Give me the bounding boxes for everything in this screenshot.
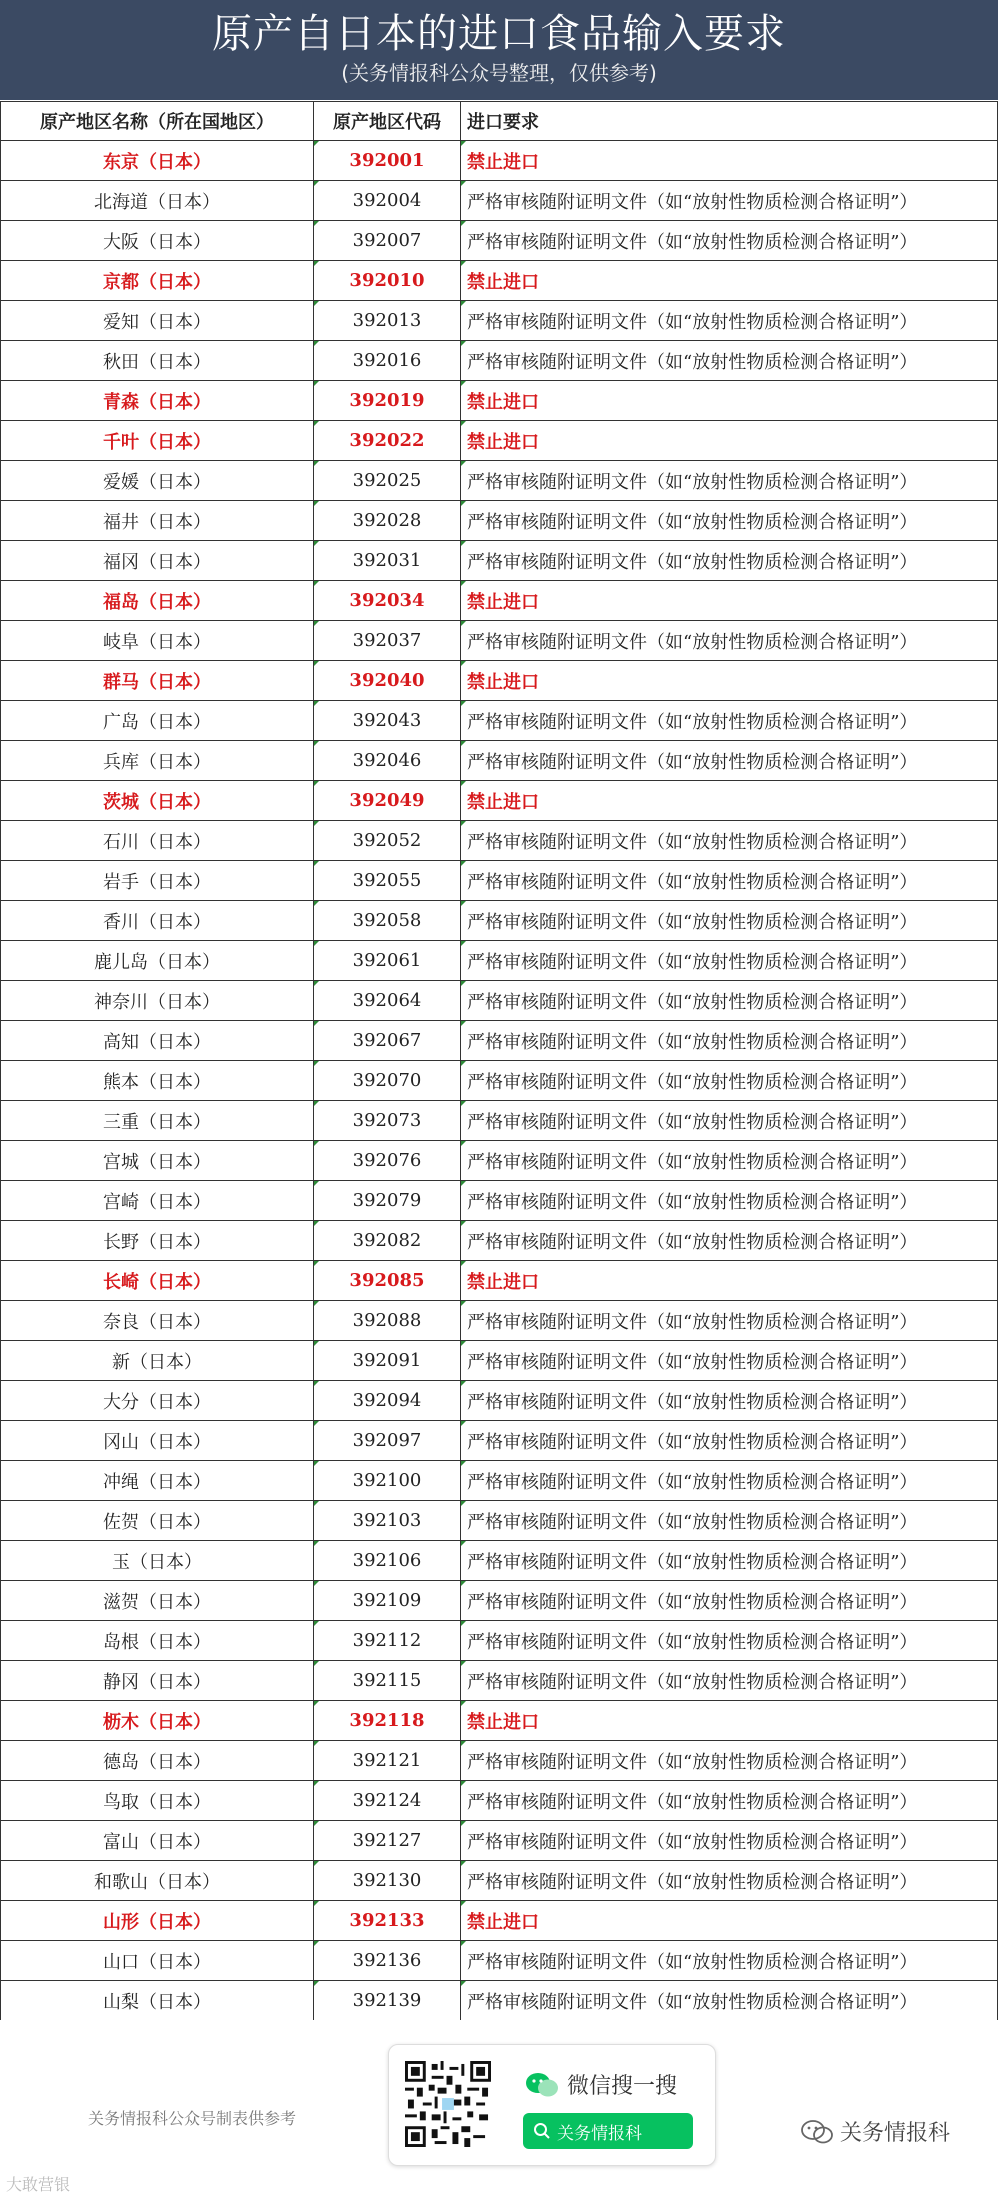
table-row bbox=[1, 1981, 997, 2021]
cell-requirement: 禁止进口 bbox=[461, 661, 997, 700]
table-row bbox=[1, 1501, 997, 1541]
cell-requirement: 严格审核随附证明文件（如“放射性物质检测合格证明”） bbox=[461, 621, 997, 660]
table-header-row bbox=[1, 101, 997, 141]
table-row bbox=[1, 461, 997, 501]
cell-requirement: 严格审核随附证明文件（如“放射性物质检测合格证明”） bbox=[461, 1941, 997, 1980]
cell-region: 广岛（日本） bbox=[1, 701, 314, 740]
cell-code: 392019 bbox=[314, 381, 461, 420]
cell-requirement: 禁止进口 bbox=[461, 781, 997, 820]
table-row bbox=[1, 1661, 997, 1701]
cell-code: 392052 bbox=[314, 821, 461, 860]
table-row bbox=[1, 941, 997, 981]
cell-code: 392001 bbox=[314, 141, 461, 180]
table-row bbox=[1, 381, 997, 421]
cell-requirement: 严格审核随附证明文件（如“放射性物质检测合格证明”） bbox=[461, 1341, 997, 1380]
cell-region: 秋田（日本） bbox=[1, 341, 314, 380]
cell-region: 岩手（日本） bbox=[1, 861, 314, 900]
cell-region: 东京（日本） bbox=[1, 141, 314, 180]
cell-region: 茨城（日本） bbox=[1, 781, 314, 820]
cell-region: 石川（日本） bbox=[1, 821, 314, 860]
wechat-official-account-icon bbox=[800, 2119, 834, 2145]
table-body bbox=[1, 141, 997, 2021]
cell-requirement: 禁止进口 bbox=[461, 1701, 997, 1740]
cell-code: 392121 bbox=[314, 1741, 461, 1780]
table-row bbox=[1, 1101, 997, 1141]
cell-requirement: 严格审核随附证明文件（如“放射性物质检测合格证明”） bbox=[461, 1621, 997, 1660]
cell-code: 392097 bbox=[314, 1421, 461, 1460]
cell-requirement: 严格审核随附证明文件（如“放射性物质检测合格证明”） bbox=[461, 181, 997, 220]
cell-code: 392124 bbox=[314, 1781, 461, 1820]
cell-requirement: 严格审核随附证明文件（如“放射性物质检测合格证明”） bbox=[461, 1461, 997, 1500]
search-icon bbox=[533, 2122, 551, 2140]
table-row bbox=[1, 701, 997, 741]
table-row bbox=[1, 501, 997, 541]
cell-region: 长野（日本） bbox=[1, 1221, 314, 1260]
page-title: 原产自日本的进口食品输入要求 bbox=[212, 11, 786, 57]
cell-region: 山梨（日本） bbox=[1, 1981, 314, 2020]
table-row bbox=[1, 341, 997, 381]
table-row bbox=[1, 301, 997, 341]
cell-requirement: 严格审核随附证明文件（如“放射性物质检测合格证明”） bbox=[461, 1781, 997, 1820]
cell-code: 392022 bbox=[314, 421, 461, 460]
table-row bbox=[1, 1701, 997, 1741]
column-header-code: 原产地区代码 bbox=[314, 102, 461, 140]
cell-requirement: 严格审核随附证明文件（如“放射性物质检测合格证明”） bbox=[461, 1021, 997, 1060]
cell-requirement: 严格审核随附证明文件（如“放射性物质检测合格证明”） bbox=[461, 821, 997, 860]
cell-region: 岛根（日本） bbox=[1, 1621, 314, 1660]
cell-code: 392109 bbox=[314, 1581, 461, 1620]
cell-requirement: 严格审核随附证明文件（如“放射性物质检测合格证明”） bbox=[461, 1221, 997, 1260]
cell-region: 玉（日本） bbox=[1, 1541, 314, 1580]
table-row bbox=[1, 181, 997, 221]
wechat-search-label: 微信搜一搜 bbox=[567, 2074, 678, 2099]
cell-requirement: 严格审核随附证明文件（如“放射性物质检测合格证明”） bbox=[461, 1821, 997, 1860]
footer bbox=[0, 2020, 998, 2198]
table-row bbox=[1, 1141, 997, 1181]
cell-region: 和歌山（日本） bbox=[1, 1861, 314, 1900]
cell-region: 香川（日本） bbox=[1, 901, 314, 940]
cell-requirement: 禁止进口 bbox=[461, 421, 997, 460]
cell-code: 392088 bbox=[314, 1301, 461, 1340]
cell-code: 392070 bbox=[314, 1061, 461, 1100]
cell-region: 大阪（日本） bbox=[1, 221, 314, 260]
table-row bbox=[1, 1621, 997, 1661]
cell-region: 山口（日本） bbox=[1, 1941, 314, 1980]
cell-requirement: 严格审核随附证明文件（如“放射性物质检测合格证明”） bbox=[461, 1541, 997, 1580]
table-row bbox=[1, 1181, 997, 1221]
table-row bbox=[1, 581, 997, 621]
cell-code: 392112 bbox=[314, 1621, 461, 1660]
cell-code: 392079 bbox=[314, 1181, 461, 1220]
footer-note: 关务情报科公众号制表供参考 bbox=[88, 2109, 297, 2128]
column-header-requirement: 进口要求 bbox=[467, 112, 539, 133]
cell-requirement: 严格审核随附证明文件（如“放射性物质检测合格证明”） bbox=[461, 1141, 997, 1180]
cell-requirement: 禁止进口 bbox=[461, 1261, 997, 1300]
cell-requirement: 严格审核随附证明文件（如“放射性物质检测合格证明”） bbox=[461, 1421, 997, 1460]
cell-requirement: 严格审核随附证明文件（如“放射性物质检测合格证明”） bbox=[461, 301, 997, 340]
table-row bbox=[1, 661, 997, 701]
cell-requirement: 禁止进口 bbox=[461, 1901, 997, 1940]
brand-label: 关务情报科 bbox=[840, 2121, 951, 2146]
cell-region: 长崎（日本） bbox=[1, 1261, 314, 1300]
cell-code: 392133 bbox=[314, 1901, 461, 1940]
cell-region: 奈良（日本） bbox=[1, 1301, 314, 1340]
cell-code: 392106 bbox=[314, 1541, 461, 1580]
table-row bbox=[1, 1821, 997, 1861]
cell-code: 392034 bbox=[314, 581, 461, 620]
cell-requirement: 严格审核随附证明文件（如“放射性物质检测合格证明”） bbox=[461, 1061, 997, 1100]
cell-region: 爱知（日本） bbox=[1, 301, 314, 340]
cell-code: 392055 bbox=[314, 861, 461, 900]
cell-code: 392064 bbox=[314, 981, 461, 1020]
cell-code: 392013 bbox=[314, 301, 461, 340]
cell-requirement: 严格审核随附证明文件（如“放射性物质检测合格证明”） bbox=[461, 1981, 997, 2020]
cell-requirement: 严格审核随附证明文件（如“放射性物质检测合格证明”） bbox=[461, 1661, 997, 1700]
cell-requirement: 禁止进口 bbox=[461, 261, 997, 300]
cell-requirement: 严格审核随附证明文件（如“放射性物质检测合格证明”） bbox=[461, 461, 997, 500]
cell-region: 京都（日本） bbox=[1, 261, 314, 300]
table-row bbox=[1, 1781, 997, 1821]
cell-code: 392061 bbox=[314, 941, 461, 980]
cell-region: 兵库（日本） bbox=[1, 741, 314, 780]
cell-requirement: 严格审核随附证明文件（如“放射性物质检测合格证明”） bbox=[461, 1181, 997, 1220]
cell-region: 大分（日本） bbox=[1, 1381, 314, 1420]
cell-requirement: 严格审核随附证明文件（如“放射性物质检测合格证明”） bbox=[461, 541, 997, 580]
cell-region: 佐贺（日本） bbox=[1, 1501, 314, 1540]
cell-code: 392007 bbox=[314, 221, 461, 260]
cell-region: 千叶（日本） bbox=[1, 421, 314, 460]
cell-code: 392040 bbox=[314, 661, 461, 700]
cell-region: 枥木（日本） bbox=[1, 1701, 314, 1740]
table-row bbox=[1, 1421, 997, 1461]
cell-region: 三重（日本） bbox=[1, 1101, 314, 1140]
table-row bbox=[1, 421, 997, 461]
cell-code: 392076 bbox=[314, 1141, 461, 1180]
cell-code: 392049 bbox=[314, 781, 461, 820]
bottom-watermark bbox=[6, 2172, 70, 2195]
table-row bbox=[1, 1541, 997, 1581]
table-row bbox=[1, 1021, 997, 1061]
cell-region: 富山（日本） bbox=[1, 1821, 314, 1860]
cell-region: 熊本（日本） bbox=[1, 1061, 314, 1100]
table-row bbox=[1, 541, 997, 581]
cell-requirement: 严格审核随附证明文件（如“放射性物质检测合格证明”） bbox=[461, 701, 997, 740]
requirements-table bbox=[0, 101, 998, 2021]
cell-region: 岐阜（日本） bbox=[1, 621, 314, 660]
cell-code: 392016 bbox=[314, 341, 461, 380]
table-row bbox=[1, 1301, 997, 1341]
cell-region: 北海道（日本） bbox=[1, 181, 314, 220]
cell-code: 392103 bbox=[314, 1501, 461, 1540]
brand-mark bbox=[800, 2116, 950, 2147]
cell-requirement: 严格审核随附证明文件（如“放射性物质检测合格证明”） bbox=[461, 1581, 997, 1620]
wechat-icon bbox=[525, 2072, 559, 2098]
cell-region: 高知（日本） bbox=[1, 1021, 314, 1060]
cell-code: 392085 bbox=[314, 1261, 461, 1300]
wechat-search-row bbox=[525, 2069, 677, 2100]
cell-requirement: 严格审核随附证明文件（如“放射性物质检测合格证明”） bbox=[461, 901, 997, 940]
table-row bbox=[1, 1221, 997, 1261]
cell-requirement: 严格审核随附证明文件（如“放射性物质检测合格证明”） bbox=[461, 1741, 997, 1780]
table-row bbox=[1, 821, 997, 861]
cell-requirement: 严格审核随附证明文件（如“放射性物质检测合格证明”） bbox=[461, 501, 997, 540]
cell-region: 新（日本） bbox=[1, 1341, 314, 1380]
cell-code: 392130 bbox=[314, 1861, 461, 1900]
cell-code: 392115 bbox=[314, 1661, 461, 1700]
table-row bbox=[1, 221, 997, 261]
cell-code: 392046 bbox=[314, 741, 461, 780]
column-header-region: 原产地区名称（所在国地区） bbox=[1, 102, 314, 140]
cell-region: 冲绳（日本） bbox=[1, 1461, 314, 1500]
table-row bbox=[1, 981, 997, 1021]
cell-region: 福岛（日本） bbox=[1, 581, 314, 620]
cell-code: 392058 bbox=[314, 901, 461, 940]
cell-requirement: 严格审核随附证明文件（如“放射性物质检测合格证明”） bbox=[461, 1101, 997, 1140]
cell-requirement: 严格审核随附证明文件（如“放射性物质检测合格证明”） bbox=[461, 341, 997, 380]
cell-code: 392025 bbox=[314, 461, 461, 500]
cell-code: 392094 bbox=[314, 1381, 461, 1420]
header-banner bbox=[0, 0, 998, 100]
cell-region: 青森（日本） bbox=[1, 381, 314, 420]
cell-region: 冈山（日本） bbox=[1, 1421, 314, 1460]
cell-requirement: 禁止进口 bbox=[461, 141, 997, 180]
table-row bbox=[1, 781, 997, 821]
cell-code: 392082 bbox=[314, 1221, 461, 1260]
page-subtitle: (关务情报科公众号整理，仅供参考) bbox=[341, 61, 657, 85]
table-row bbox=[1, 1381, 997, 1421]
cell-code: 392067 bbox=[314, 1021, 461, 1060]
cell-region: 群马（日本） bbox=[1, 661, 314, 700]
cell-code: 392073 bbox=[314, 1101, 461, 1140]
search-account-button[interactable] bbox=[523, 2113, 693, 2149]
cell-region: 静冈（日本） bbox=[1, 1661, 314, 1700]
search-button-label: 关务情报科 bbox=[557, 2123, 642, 2144]
cell-code: 392136 bbox=[314, 1941, 461, 1980]
table-row bbox=[1, 1341, 997, 1381]
cell-region: 福冈（日本） bbox=[1, 541, 314, 580]
cell-requirement: 严格审核随附证明文件（如“放射性物质检测合格证明”） bbox=[461, 1501, 997, 1540]
table-row bbox=[1, 1861, 997, 1901]
table-row bbox=[1, 1261, 997, 1301]
table-row bbox=[1, 1741, 997, 1781]
cell-code: 392004 bbox=[314, 181, 461, 220]
cell-region: 爱媛（日本） bbox=[1, 461, 314, 500]
cell-code: 392091 bbox=[314, 1341, 461, 1380]
table-row bbox=[1, 261, 997, 301]
cell-code: 392100 bbox=[314, 1461, 461, 1500]
table-row bbox=[1, 741, 997, 781]
cell-region: 鹿儿岛（日本） bbox=[1, 941, 314, 980]
cell-requirement: 严格审核随附证明文件（如“放射性物质检测合格证明”） bbox=[461, 741, 997, 780]
cell-region: 山形（日本） bbox=[1, 1901, 314, 1940]
cell-code: 392037 bbox=[314, 621, 461, 660]
cell-region: 鸟取（日本） bbox=[1, 1781, 314, 1820]
cell-requirement: 严格审核随附证明文件（如“放射性物质检测合格证明”） bbox=[461, 981, 997, 1020]
cell-region: 神奈川（日本） bbox=[1, 981, 314, 1020]
cell-code: 392127 bbox=[314, 1821, 461, 1860]
watermark-text: 大敢营银 bbox=[6, 2175, 71, 2194]
cell-code: 392043 bbox=[314, 701, 461, 740]
cell-requirement: 严格审核随附证明文件（如“放射性物质检测合格证明”） bbox=[461, 1861, 997, 1900]
cell-requirement: 禁止进口 bbox=[461, 381, 997, 420]
table-row bbox=[1, 1941, 997, 1981]
table-row bbox=[1, 1061, 997, 1101]
cell-requirement: 严格审核随附证明文件（如“放射性物质检测合格证明”） bbox=[461, 861, 997, 900]
table-row bbox=[1, 901, 997, 941]
cell-requirement: 严格审核随附证明文件（如“放射性物质检测合格证明”） bbox=[461, 1381, 997, 1420]
table-row bbox=[1, 1901, 997, 1941]
cell-region: 滋贺（日本） bbox=[1, 1581, 314, 1620]
table-row bbox=[1, 621, 997, 661]
cell-code: 392118 bbox=[314, 1701, 461, 1740]
cell-code: 392031 bbox=[314, 541, 461, 580]
cell-requirement: 严格审核随附证明文件（如“放射性物质检测合格证明”） bbox=[461, 941, 997, 980]
table-row bbox=[1, 1581, 997, 1621]
cell-region: 德岛（日本） bbox=[1, 1741, 314, 1780]
cell-region: 宫崎（日本） bbox=[1, 1181, 314, 1220]
cell-code: 392028 bbox=[314, 501, 461, 540]
cell-requirement: 严格审核随附证明文件（如“放射性物质检测合格证明”） bbox=[461, 1301, 997, 1340]
cell-requirement: 严格审核随附证明文件（如“放射性物质检测合格证明”） bbox=[461, 221, 997, 260]
cell-code: 392010 bbox=[314, 261, 461, 300]
wechat-search-card[interactable] bbox=[388, 2044, 716, 2166]
table-row bbox=[1, 861, 997, 901]
qr-code-icon bbox=[405, 2061, 491, 2147]
cell-requirement: 禁止进口 bbox=[461, 581, 997, 620]
cell-code: 392139 bbox=[314, 1981, 461, 2020]
cell-region: 宫城（日本） bbox=[1, 1141, 314, 1180]
table-row bbox=[1, 141, 997, 181]
cell-region: 福井（日本） bbox=[1, 501, 314, 540]
table-row bbox=[1, 1461, 997, 1501]
